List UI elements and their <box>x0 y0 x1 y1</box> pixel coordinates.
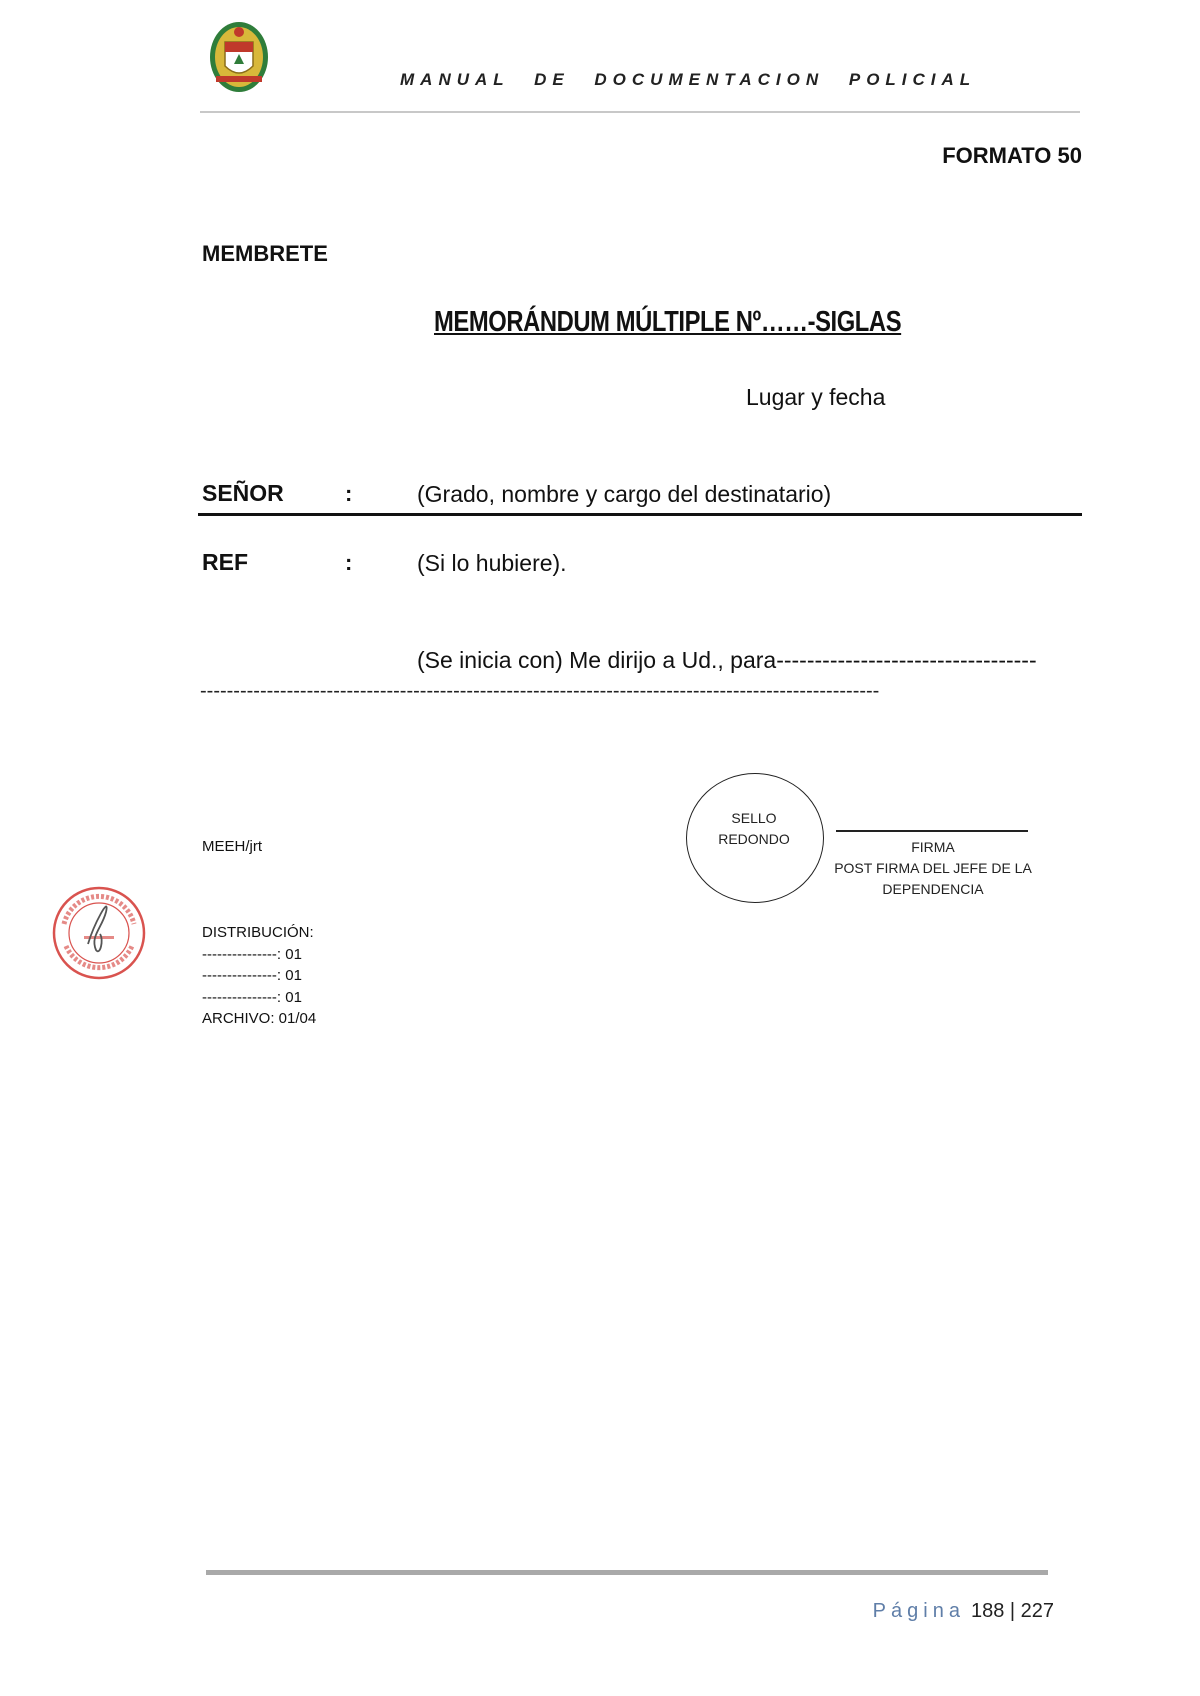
reference-label: REF <box>202 549 248 575</box>
memo-title: MEMORÁNDUM MÚLTIPLE Nº……-SIGLAS <box>434 306 902 338</box>
police-emblem-icon <box>208 18 270 94</box>
post-signature-line-1: POST FIRMA DEL JEFE DE LA <box>834 860 1032 876</box>
distribution-item: ---------------: 01 <box>202 945 302 963</box>
page-number <box>873 1600 1054 1623</box>
distribution-archive: ARCHIVO: 01/04 <box>202 1010 317 1027</box>
letterhead-label: MEMBRETE <box>202 241 328 266</box>
body-text-line-2: ------------------------------------------------------------------------------------------------------ <box>200 680 880 702</box>
recipient-value: (Grado, nombre y cargo del destinatario) <box>417 481 832 507</box>
signature-line <box>836 830 1028 832</box>
post-signature-line-2: DEPENDENCIA <box>882 881 984 897</box>
distribution-item: ---------------: 01 <box>202 967 302 984</box>
page-word: Página <box>872 1600 965 1622</box>
distribution-title: DISTRIBUCIÓN: <box>202 924 314 941</box>
distribution-block <box>202 922 316 1030</box>
recipient-divider <box>198 513 1082 516</box>
reference-colon: : <box>345 550 353 575</box>
header-divider <box>200 111 1080 113</box>
round-seal-line-1: SELLO <box>731 810 777 826</box>
round-seal-line-2: REDONDO <box>718 831 790 847</box>
place-and-date: Lugar y fecha <box>746 384 886 410</box>
red-seal-stamp-icon <box>50 884 148 982</box>
signature-block <box>830 837 1036 900</box>
reference-value: (Si lo hubiere). <box>417 550 567 576</box>
body-text-line-1: (Se inicia con) Me dirijo a Ud., para---------------------------------- <box>417 647 1037 673</box>
recipient-colon: : <box>345 481 353 506</box>
footer-divider <box>206 1570 1048 1575</box>
manual-header-title: MANUAL DE DOCUMENTACION POLICIAL <box>400 70 977 89</box>
round-seal-text <box>686 808 822 850</box>
signature-label: FIRMA <box>911 839 955 855</box>
reference-initials: MEEH/jrt <box>202 838 262 855</box>
format-number: FORMATO 50 <box>942 143 1082 168</box>
distribution-item: ---------------: 01 <box>202 988 302 1006</box>
page-numbers: 188 | 227 <box>970 1600 1054 1622</box>
recipient-label: SEÑOR <box>202 480 284 506</box>
